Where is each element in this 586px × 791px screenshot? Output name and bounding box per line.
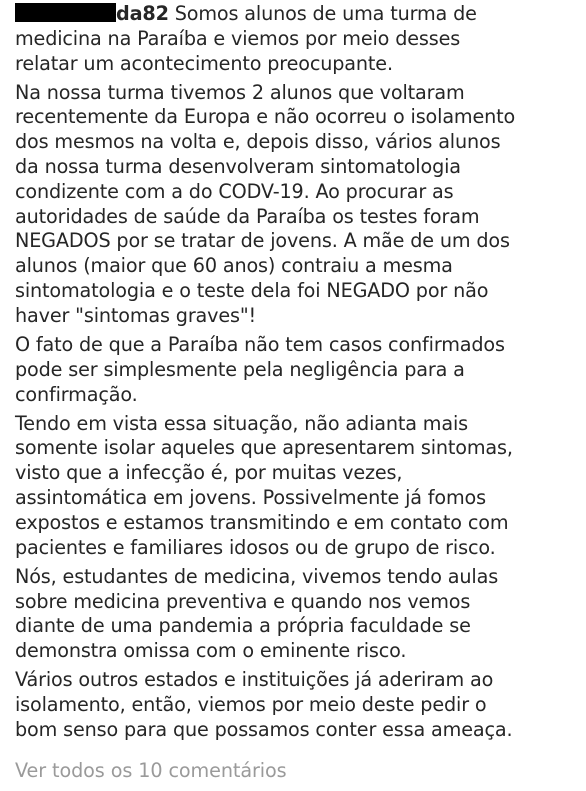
comment-text-line: Tendo em vista essa situação, não adianta mais bbox=[15, 411, 468, 435]
redacted-username-block bbox=[15, 3, 116, 22]
comment-text-line: condizente com a do CODV-19. Ao procurar as bbox=[15, 179, 454, 203]
comment-text-line: sobre medicina preventiva e quando nos vemos bbox=[15, 589, 471, 613]
comment-text-line: relatar um acontecimento preocupante. bbox=[15, 51, 393, 75]
comment-first-line bbox=[15, 2, 585, 27]
comment-text-line: confirmação. bbox=[15, 382, 138, 406]
comment-body bbox=[15, 2, 585, 743]
comment-text-line: Na nossa turma tivemos 2 alunos que voltaram bbox=[15, 80, 465, 104]
comment-paragraph bbox=[15, 27, 585, 77]
comment-text-line: pacientes e familiares idosos ou de grupo de risco. bbox=[15, 535, 496, 559]
comment-text-line: da nossa turma desenvolveram sintomatologia bbox=[15, 155, 461, 179]
view-all-comments-link[interactable]: Ver todos os 10 comentários bbox=[15, 759, 287, 782]
comment-text-line: Vários outros estados e instituições já aderiram ao bbox=[15, 668, 494, 692]
comment-text-line: NEGADOS por se tratar de jovens. A mãe de um dos bbox=[15, 229, 510, 253]
comment-text-line: Somos alunos de uma turma de bbox=[174, 2, 477, 25]
comment-text-line: pode ser simplesmente pela negligência para a bbox=[15, 357, 465, 381]
comment-paragraph bbox=[15, 565, 585, 664]
comment-text-line: autoridades de saúde da Paraíba os testes foram bbox=[15, 204, 480, 228]
comment-text-line: visto que a infecção é, por muitas vezes, bbox=[15, 461, 403, 485]
comment-paragraph bbox=[15, 668, 585, 742]
comment-text-line: bom senso para que possamos conter essa ameaça. bbox=[15, 717, 513, 741]
comment-text-line: Nós, estudantes de medicina, vivemos tendo aulas bbox=[15, 564, 499, 588]
comment-text-line: O fato de que a Paraíba não tem casos confirmados bbox=[15, 332, 505, 356]
comment-text-line: assintomática em jovens. Possivelmente já fomos bbox=[15, 486, 486, 510]
comment-text-line: sintomatologia e o teste dela foi NEGADO por não bbox=[15, 279, 489, 303]
comment-text-line: demonstra omissa com o eminente risco. bbox=[15, 639, 407, 663]
comment-text-line: medicina na Paraíba e viemos por meio desses bbox=[15, 26, 461, 50]
comment-text-line: isolamento, então, viemos por meio deste pedir o bbox=[15, 693, 487, 716]
comment-username[interactable]: da82 bbox=[116, 2, 169, 25]
comment-text-line: expostos e estamos transmitindo e em contato com bbox=[15, 510, 509, 534]
comment-text-line: diante de uma pandemia a própria faculdade se bbox=[15, 614, 471, 638]
comment-paragraph bbox=[15, 412, 585, 561]
comment-paragraph bbox=[15, 81, 585, 329]
comment-text-line: recentemente da Europa e não ocorreu o isolamento bbox=[15, 105, 516, 129]
comment-paragraphs bbox=[15, 27, 585, 743]
comment-text-line: dos mesmos na volta e, depois disso, vários alunos bbox=[15, 130, 501, 154]
comment-paragraph bbox=[15, 333, 585, 407]
comment-text-line: haver "sintomas graves"! bbox=[15, 303, 257, 327]
comment-text-line: somente isolar aqueles que apresentarem sintomas, bbox=[15, 436, 513, 460]
comment-text-line: alunos (maior que 60 anos) contraiu a mesma bbox=[15, 254, 453, 278]
